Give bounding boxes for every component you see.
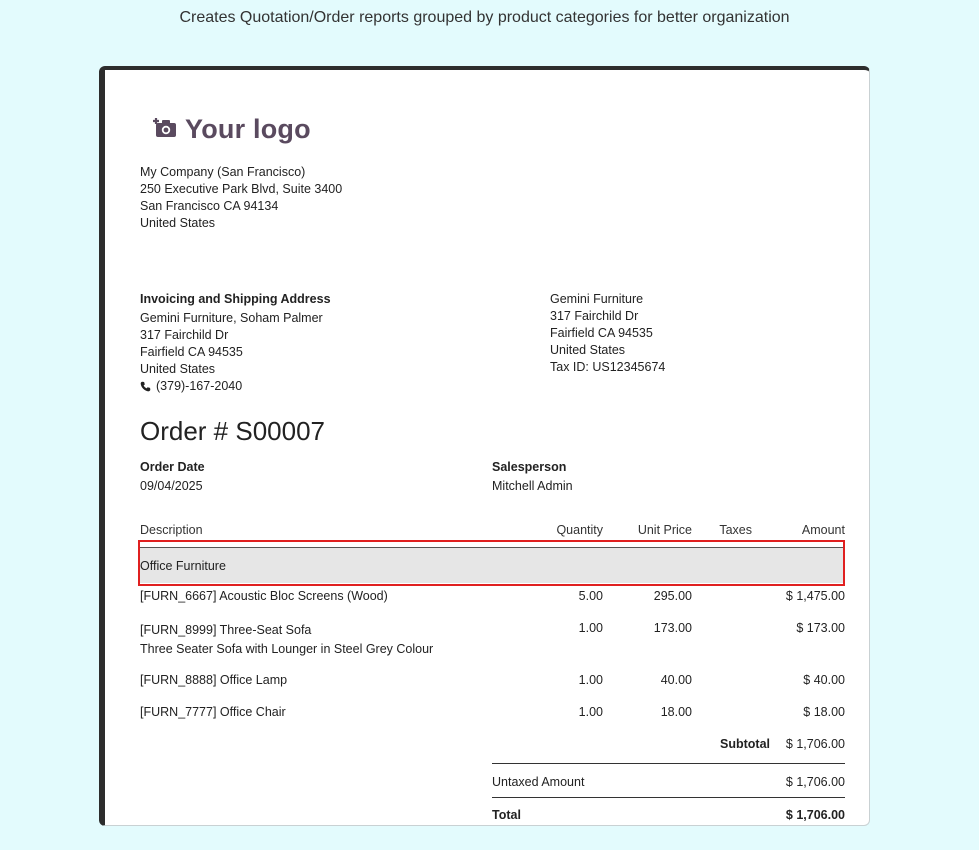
table-row [140,621,433,659]
partner-street: 317 Fairchild Dr [550,309,639,323]
untaxed-value: $ 1,706.00 [785,775,845,789]
table-row [140,673,287,687]
billing-city: Fairfield CA 94535 [140,345,243,359]
table-row [140,705,286,719]
company-address [140,164,342,232]
row-description: [FURN_6667] Acoustic Bloc Screens (Wood) [140,589,388,603]
row-quantity: 1.00 [578,621,603,635]
company-name: My Company (San Francisco) [140,165,306,179]
subtotal-value: $ 1,706.00 [785,737,845,751]
header-quantity: Quantity [556,523,603,537]
table-row [140,589,388,603]
billing-street: 317 Fairchild Dr [140,328,229,342]
billing-name: Gemini Furniture, Soham Palmer [140,311,323,325]
header-description: Description [140,523,203,537]
billing-country: United States [140,362,216,376]
salesperson-block [492,458,573,496]
totals-divider [492,763,845,764]
billing-phone: (379)-167-2040 [156,379,243,393]
report-document [99,66,870,826]
row-unit-price: 40.00 [660,673,692,687]
row-unit-price: 295.00 [653,589,692,603]
partner-tax-id: Tax ID: US12345674 [550,360,666,374]
order-date-block [140,458,205,496]
highlight-box [138,540,845,586]
billing-address [140,291,331,395]
row-quantity: 1.00 [578,673,603,687]
total-value: $ 1,706.00 [785,808,845,822]
category-group-label: Office Furniture [140,559,226,573]
row-unit-price: 173.00 [653,621,692,635]
subtotal-label: Subtotal [720,737,770,751]
row-description: [FURN_8999] Three-Seat Sofa [140,623,312,637]
camera-plus-icon [153,116,177,143]
order-date-label: Order Date [140,460,205,474]
row-amount: $ 40.00 [803,673,845,687]
partner-address [550,291,665,376]
header-unit-price: Unit Price [637,523,692,537]
partner-country: United States [550,343,626,357]
company-street: 250 Executive Park Blvd, Suite 3400 [140,182,343,196]
partner-city: Fairfield CA 94535 [550,326,653,340]
row-quantity: 5.00 [578,589,603,603]
salesperson-label: Salesperson [492,460,567,474]
row-description: [FURN_7777] Office Chair [140,705,286,719]
order-date-value: 09/04/2025 [140,479,203,493]
total-divider [492,797,845,798]
salesperson-value: Mitchell Admin [492,479,573,493]
row-note: Three Seater Sofa with Lounger in Steel Grey Colour [140,642,434,656]
company-country: United States [140,216,216,230]
billing-heading: Invoicing and Shipping Address [140,292,331,306]
header-taxes: Taxes [719,523,752,537]
total-label: Total [492,808,521,822]
row-amount: $ 1,475.00 [785,589,845,603]
partner-name: Gemini Furniture [550,292,644,306]
phone-icon [140,381,151,392]
page-caption: Creates Quotation/Order reports grouped by product categories for better organization [179,9,790,26]
row-amount: $ 18.00 [803,705,845,719]
company-city: San Francisco CA 94134 [140,199,279,213]
header-amount: Amount [801,523,845,537]
logo-text: Your logo [185,114,311,144]
billing-phone-line [140,378,331,395]
untaxed-label: Untaxed Amount [492,775,585,789]
row-unit-price: 18.00 [660,705,692,719]
row-amount: $ 173.00 [796,621,845,635]
row-description: [FURN_8888] Office Lamp [140,673,288,687]
company-logo [153,114,311,145]
order-title: Order # S00007 [140,416,326,446]
row-quantity: 1.00 [578,705,603,719]
